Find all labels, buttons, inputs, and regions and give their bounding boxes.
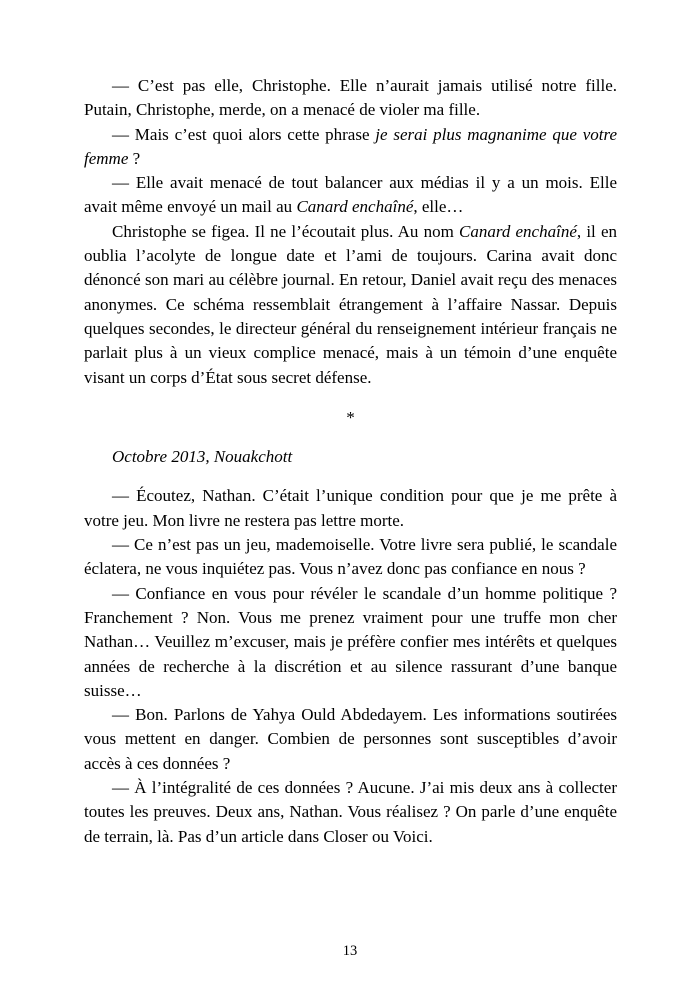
paragraph — [84, 533, 617, 582]
text-run: — Confiance en vous pour révéler le scandale d’un homme politique ? Franchement ? Non. Vous me prenez vraiment pour une truffe mon cher Nathan… Veuillez m’excuser, mais je préfère confier mes intérêts et quelques années de recherche à la discrétion et au silence rassurant d’une banque suisse… — [84, 583, 617, 700]
paragraph — [84, 171, 617, 220]
text-run: — Écoutez, Nathan. C’était l’unique condition pour que je me prête à votre jeu. Mon livre ne restera pas lettre morte. — [84, 486, 617, 530]
text-run: ? — [128, 148, 141, 168]
page-number: 13 — [342, 943, 358, 959]
italic-text-run: Canard enchaîné — [296, 197, 414, 217]
italic-text-run: Canard enchaîné — [459, 221, 577, 241]
paragraph — [84, 220, 617, 390]
section-separator — [84, 406, 617, 430]
text-run: — C’est pas elle, Christophe. Elle n’aurait jamais utilisé notre fille. Putain, Christophe, merde, on a menacé de violer ma fille. — [84, 76, 617, 120]
date-line — [84, 445, 617, 469]
text-run: — Ce n’est pas un jeu, mademoiselle. Votre livre sera publié, le scandale éclatera, ne vous inquiétez pas. Vous n’avez donc pas confiance en nous ? — [84, 535, 617, 579]
text-run: * — [346, 407, 355, 427]
italic-text-run: Octobre 2013, Nouakchott — [112, 447, 293, 467]
paragraph — [84, 776, 617, 849]
paragraph — [84, 582, 617, 703]
page-text — [84, 74, 617, 849]
text-run: — Bon. Parlons de Yahya Ould Abdedayem. Les informations soutirées vous mettent en danger. Combien de personnes sont susceptibles d’avoir accès à ces données ? — [84, 705, 617, 773]
text-run: — Mais c’est quoi alors cette phrase — [112, 124, 376, 144]
paragraph — [84, 123, 617, 172]
paragraph — [84, 484, 617, 533]
text-run: Christophe se figea. Il ne l’écoutait plus. Au nom — [112, 221, 459, 241]
text-run: , elle… — [413, 197, 464, 217]
text-run: , il en oublia l’acolyte de longue date et l’ami de toujours. Carina avait donc dénoncé son mari au célèbre journal. En retour, Daniel avait reçu des menaces anonymes. Ce schéma ressemblait étrangement à l’affaire Nassar. Depuis quelques secondes, le directeur général du renseignement intérieur français ne parlait plus à un vieux complice menacé, mais à un témoin d’une enquête visant un corps d’État sous secret défense. — [84, 221, 617, 387]
italic-text-run: je serai plus magnanime que votre femme — [84, 124, 617, 168]
paragraph — [84, 74, 617, 123]
text-run: — À l’intégralité de ces données ? Aucune. J’ai mis deux ans à collecter toutes les preuves. Deux ans, Nathan. Vous réalisez ? On parle d’une enquête de terrain, là. Pas d’un article dans Closer ou Voici. — [84, 778, 617, 846]
text-run: — Elle avait menacé de tout balancer aux médias il y a un mois. Elle avait même envoyé un mail au — [84, 173, 617, 217]
paragraph — [84, 703, 617, 776]
